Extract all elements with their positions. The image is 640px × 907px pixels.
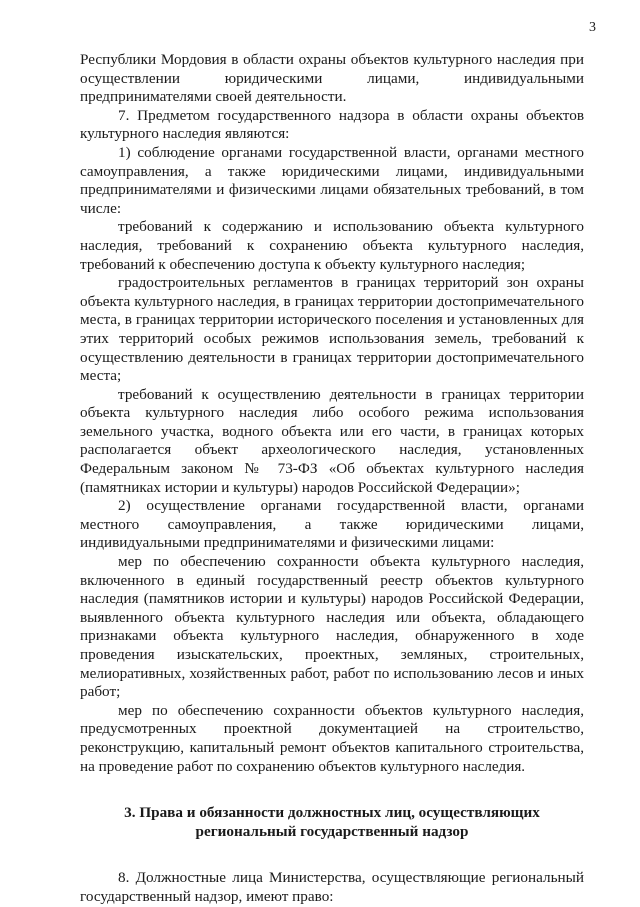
section-heading: 3. Права и обязанности должностных лиц, осуществляющих региональный государственный надзор bbox=[124, 804, 540, 840]
paragraph-urban-regulations: градостроительных регламентов в границах территорий зон охраны объекта культурного наследия, в границах территории достопримечательного места, в границах территории исторического поселения и установленных для этих территорий особых режимов использования земель, требований к осуществлению деятельности в границах территории достопримечательного места; bbox=[80, 274, 584, 385]
paragraph-item-7: 7. Предметом государственного надзора в области охраны объектов культурного наследия являются: bbox=[80, 106, 584, 143]
paragraph-activity-requirements: требований к осуществлению деятельности в границах территории объекта культурного наследия либо особого режима использования земельного участка, водного объекта или его части, в границах которых располагается объект археологического наследия, установленных Федеральным законом № 73-ФЗ «Об объектах культурного наследия (памятниках истории и культуры) народов Российской Федерации»; bbox=[80, 385, 584, 496]
paragraph-requirements-content: требований к содержанию и использованию объекта культурного наследия, требований к сохранению объекта культурного наследия, требований к обеспечению доступа к объекту культурного наследия; bbox=[80, 218, 584, 273]
paragraph-continuation: Республики Мордовия в области охраны объектов культурного наследия при осуществлении юридическими лицами, индивидуальными предпринимателями своей деятельности. bbox=[80, 51, 584, 106]
page-number: 3 bbox=[589, 20, 596, 35]
paragraph-subitem-2: 2) осуществление органами государственной власти, органами местного самоуправления, а также юридическими лицами, индивидуальными предпринимателями и физическими лицами: bbox=[80, 497, 584, 552]
document-body bbox=[80, 51, 584, 907]
paragraph-subitem-1: 1) соблюдение органами государственной власти, органами местного самоуправления, а также юридическими лицами, индивидуальными предпринимателями и физическими лицами обязательных требований, в том числе: bbox=[80, 143, 584, 217]
paragraph-project-measures: мер по обеспечению сохранности объектов культурного наследия, предусмотренных проектной документацией на строительство, реконструкцию, капитальный ремонт объектов капитального строительства, на проведение работ по сохранению объектов культурного наследия. bbox=[80, 701, 584, 775]
paragraph-preservation-measures: мер по обеспечению сохранности объекта культурного наследия, включенного в единый государственный реестр объектов культурного наследия (памятников истории и культуры) народов Российской Федерации, выявленного объекта культурного наследия или объекта, обладающего признаками объекта культурного наследия, обнаруженного в ходе проведения изыскательских, проектных, земляных, строительных, мелиоративных, хозяйственных работ, работ по использованию лесов и иных работ; bbox=[80, 553, 584, 701]
paragraph-item-8: 8. Должностные лица Министерства, осуществляющие региональный государственный надзор, имеют право: bbox=[80, 869, 584, 905]
